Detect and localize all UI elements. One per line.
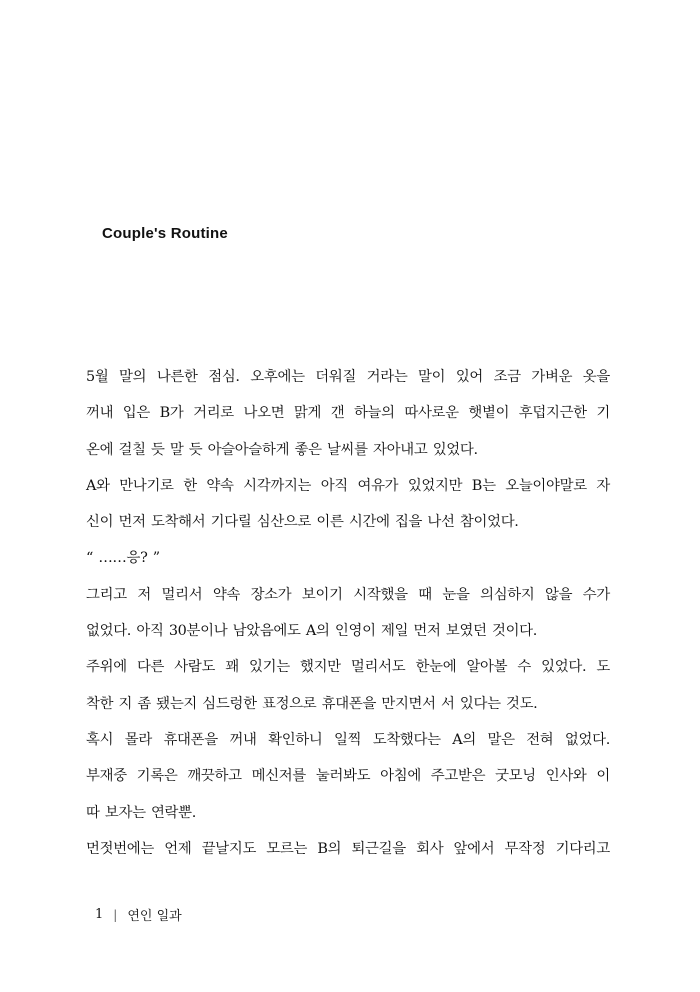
body-line: 5월 말의 나른한 점심. 오후에는 더워질 거라는 말이 있어 조금 가벼운 옷을 <box>86 369 610 385</box>
body-line: “ ……응? ” <box>86 550 160 567</box>
body-line: 꺼내 입은 B가 거리로 나오면 맑게 갠 하늘의 따사로운 햇볕이 후덥지근한 기 <box>86 405 610 422</box>
body-line: 착한 지 좀 됐는지 심드렁한 표정으로 휴대폰을 만지면서 서 있다는 것도. <box>86 695 538 712</box>
body-line: 온에 걸칠 듯 말 듯 아슬아슬하게 좋은 날씨를 자아내고 있었다. <box>86 441 478 458</box>
body-line: A와 만나기로 한 약속 시각까지는 아직 여유가 있었지만 B는 오늘이야말로 자 <box>86 477 610 494</box>
page-footer <box>95 905 182 924</box>
body-line: 부재중 기록은 깨끗하고 메신저를 눌러봐도 아침에 주고받은 굿모닝 인사와 이 <box>86 768 610 785</box>
page-number: 1 <box>95 907 104 922</box>
body-line: 따 보자는 연락뿐. <box>86 804 197 821</box>
footer-separator: | <box>113 907 118 922</box>
body-line: 그리고 저 멀리서 약속 장소가 보이기 시작했을 때 눈을 의심하지 않을 수가 <box>86 586 610 603</box>
body-text <box>86 359 610 867</box>
document-title: Couple's Routine <box>102 225 228 242</box>
body-line: 먼젓번에는 언제 끝날지도 모르는 B의 퇴근길을 회사 앞에서 무작정 기다리고 <box>86 840 610 857</box>
body-line: 주위에 다른 사람도 꽤 있기는 했지만 멀리서도 한눈에 알아볼 수 있었다. 도 <box>86 659 610 676</box>
running-title: 연인 일과 <box>127 909 182 924</box>
body-line: 혹시 몰라 휴대폰을 꺼내 확인하니 일찍 도착했다는 A의 말은 전혀 없었다. <box>86 731 610 748</box>
body-line: 없었다. 아직 30분이나 남았음에도 A의 인영이 제일 먼저 보였던 것이다. <box>86 623 538 640</box>
body-line: 신이 먼저 도착해서 기다릴 심산으로 이른 시간에 집을 나선 참이었다. <box>86 514 519 531</box>
